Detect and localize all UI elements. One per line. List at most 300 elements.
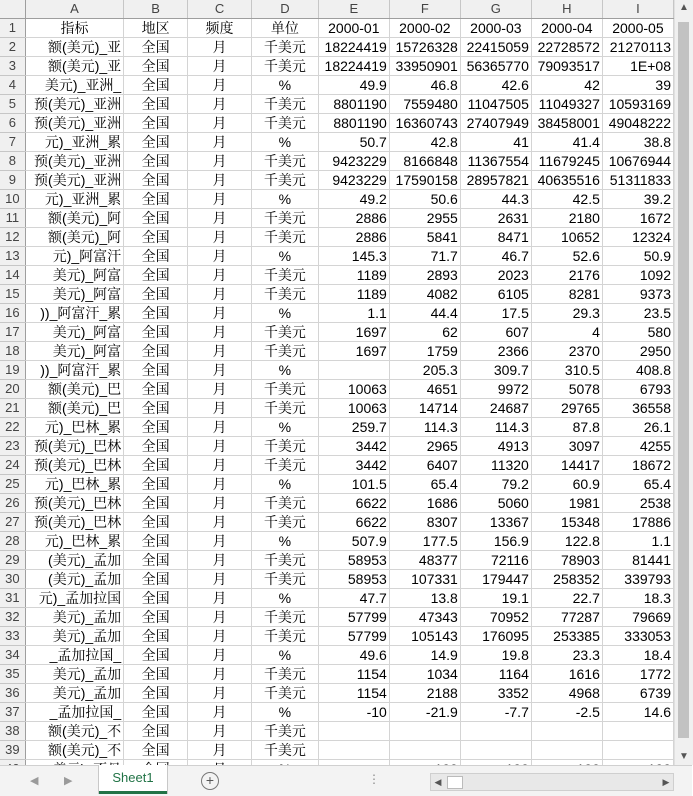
cell[interactable]: 62 — [389, 323, 460, 342]
cell[interactable]: 月 — [188, 456, 252, 475]
cell[interactable]: 全国 — [124, 475, 188, 494]
cell[interactable]: 8307 — [389, 513, 460, 532]
cell[interactable]: 408.8 — [602, 361, 673, 380]
cell[interactable]: 2000-03 — [460, 19, 531, 38]
cell[interactable]: 4913 — [460, 437, 531, 456]
cell[interactable]: 3352 — [460, 684, 531, 703]
cell[interactable]: 1.1 — [318, 304, 389, 323]
cell[interactable]: 13.8 — [389, 589, 460, 608]
cell[interactable]: 4082 — [389, 285, 460, 304]
row-header[interactable]: 20 — [0, 380, 25, 399]
cell[interactable]: 13367 — [460, 513, 531, 532]
cell[interactable]: 全国 — [124, 228, 188, 247]
cell[interactable]: 月 — [188, 570, 252, 589]
row-header[interactable]: 8 — [0, 152, 25, 171]
cell[interactable]: 2893 — [389, 266, 460, 285]
column-header-f[interactable]: F — [389, 0, 460, 19]
cell[interactable]: 65.4 — [389, 475, 460, 494]
cell[interactable]: 29765 — [531, 399, 602, 418]
cell[interactable]: 月 — [188, 380, 252, 399]
cell[interactable]: 千美元 — [252, 342, 319, 361]
cell[interactable]: 美元)_孟加 — [25, 665, 123, 684]
scroll-left-arrow-icon[interactable]: ◀ — [434, 777, 442, 787]
cell[interactable]: 11320 — [460, 456, 531, 475]
row-header[interactable]: 13 — [0, 247, 25, 266]
cell[interactable]: 179447 — [460, 570, 531, 589]
cell[interactable]: 全国 — [124, 247, 188, 266]
column-header-g[interactable]: G — [460, 0, 531, 19]
cell[interactable]: 580 — [602, 323, 673, 342]
cell[interactable]: 预(美元)_亚洲 — [25, 152, 123, 171]
row-header[interactable]: 39 — [0, 741, 25, 760]
cell[interactable]: 1616 — [531, 665, 602, 684]
cell[interactable]: 10063 — [318, 399, 389, 418]
cell[interactable]: 额(美元)_不 — [25, 722, 123, 741]
cell[interactable]: 44.3 — [460, 190, 531, 209]
cell[interactable]: 千美元 — [252, 722, 319, 741]
cell[interactable]: 8281 — [531, 285, 602, 304]
cell[interactable]: 预(美元)_亚洲 — [25, 171, 123, 190]
row-header[interactable]: 24 — [0, 456, 25, 475]
cell[interactable]: 49.2 — [318, 190, 389, 209]
row-header[interactable]: 1 — [0, 19, 25, 38]
cell[interactable]: 9423229 — [318, 171, 389, 190]
cell[interactable]: 6622 — [318, 513, 389, 532]
cell[interactable]: % — [252, 703, 319, 722]
cell[interactable]: 千美元 — [252, 38, 319, 57]
row-header[interactable]: 19 — [0, 361, 25, 380]
cell[interactable]: 月 — [188, 551, 252, 570]
cell[interactable]: 千美元 — [252, 437, 319, 456]
cell[interactable]: 月 — [188, 342, 252, 361]
cell[interactable]: 预(美元)_亚洲 — [25, 95, 123, 114]
cell[interactable]: 44.4 — [389, 304, 460, 323]
cell[interactable]: 114.3 — [460, 418, 531, 437]
cell[interactable]: 千美元 — [252, 380, 319, 399]
cell[interactable]: 24687 — [460, 399, 531, 418]
cell[interactable]: 全国 — [124, 361, 188, 380]
cell[interactable]: 2000-01 — [318, 19, 389, 38]
cell[interactable]: 2176 — [531, 266, 602, 285]
cell[interactable]: 千美元 — [252, 114, 319, 133]
cell[interactable]: 1772 — [602, 665, 673, 684]
cell[interactable]: 千美元 — [252, 551, 319, 570]
horizontal-scrollbar[interactable] — [430, 773, 674, 791]
cell[interactable]: 309.7 — [460, 361, 531, 380]
cell[interactable]: 4 — [531, 323, 602, 342]
cell[interactable]: 6793 — [602, 380, 673, 399]
row-header[interactable]: 27 — [0, 513, 25, 532]
cell[interactable] — [531, 741, 602, 760]
cell[interactable]: 千美元 — [252, 608, 319, 627]
cell[interactable]: 全国 — [124, 627, 188, 646]
cell[interactable]: 58953 — [318, 551, 389, 570]
cell[interactable]: 9423229 — [318, 152, 389, 171]
cell[interactable]: 56365770 — [460, 57, 531, 76]
cell[interactable]: 19.8 — [460, 646, 531, 665]
cell[interactable]: 339793 — [602, 570, 673, 589]
cell[interactable]: 全国 — [124, 608, 188, 627]
cell[interactable]: 11679245 — [531, 152, 602, 171]
cell[interactable]: 全国 — [124, 76, 188, 95]
cell[interactable]: 月 — [188, 665, 252, 684]
cell[interactable]: 全国 — [124, 304, 188, 323]
cell[interactable]: 9972 — [460, 380, 531, 399]
cell[interactable]: 14417 — [531, 456, 602, 475]
cell[interactable]: 39 — [602, 76, 673, 95]
cell[interactable]: 月 — [188, 646, 252, 665]
cell[interactable]: 千美元 — [252, 57, 319, 76]
cell[interactable]: 全国 — [124, 95, 188, 114]
cell[interactable]: 月 — [188, 703, 252, 722]
row-header[interactable]: 22 — [0, 418, 25, 437]
cell[interactable]: 月 — [188, 741, 252, 760]
cell[interactable]: 额(美元)_亚 — [25, 57, 123, 76]
cell[interactable]: 107331 — [389, 570, 460, 589]
column-header-e[interactable]: E — [318, 0, 389, 19]
cell[interactable]: 全国 — [124, 190, 188, 209]
cell[interactable]: 49048222 — [602, 114, 673, 133]
cell[interactable]: 月 — [188, 627, 252, 646]
cell[interactable] — [602, 722, 673, 741]
cell[interactable]: 333053 — [602, 627, 673, 646]
cell[interactable]: 6739 — [602, 684, 673, 703]
cell[interactable]: 全国 — [124, 437, 188, 456]
cell[interactable]: 指标 — [25, 19, 123, 38]
cell[interactable]: 全国 — [124, 703, 188, 722]
row-header[interactable]: 35 — [0, 665, 25, 684]
cell[interactable]: 额(美元)_巴 — [25, 399, 123, 418]
cell[interactable]: 2366 — [460, 342, 531, 361]
cell[interactable]: 11049327 — [531, 95, 602, 114]
cell[interactable]: 77287 — [531, 608, 602, 627]
cell[interactable]: 79.2 — [460, 475, 531, 494]
cell[interactable]: 310.5 — [531, 361, 602, 380]
cell[interactable]: 28957821 — [460, 171, 531, 190]
cell[interactable]: 千美元 — [252, 95, 319, 114]
scroll-right-arrow-icon[interactable]: ▶ — [662, 777, 670, 787]
cell[interactable]: 5060 — [460, 494, 531, 513]
cell[interactable]: 607 — [460, 323, 531, 342]
cell[interactable]: 额(美元)_不 — [25, 741, 123, 760]
cell[interactable]: 17.5 — [460, 304, 531, 323]
row-header[interactable]: 30 — [0, 570, 25, 589]
cell[interactable]: 16360743 — [389, 114, 460, 133]
cell[interactable]: 月 — [188, 247, 252, 266]
cell[interactable]: 2538 — [602, 494, 673, 513]
cell[interactable]: 美元)_亚洲_ — [25, 76, 123, 95]
cell[interactable]: 46.8 — [389, 76, 460, 95]
cell[interactable]: 元)_阿富汗 — [25, 247, 123, 266]
column-header-h[interactable]: H — [531, 0, 602, 19]
cell[interactable]: 42.6 — [460, 76, 531, 95]
cell[interactable]: 3442 — [318, 456, 389, 475]
row-header[interactable]: 26 — [0, 494, 25, 513]
cell[interactable]: 全国 — [124, 209, 188, 228]
cell[interactable]: 50.9 — [602, 247, 673, 266]
cell[interactable]: 21270113 — [602, 38, 673, 57]
cell[interactable]: 14.9 — [389, 646, 460, 665]
cell[interactable]: 月 — [188, 38, 252, 57]
row-header[interactable]: 6 — [0, 114, 25, 133]
cell[interactable]: 月 — [188, 152, 252, 171]
cell[interactable]: 全国 — [124, 57, 188, 76]
cell[interactable]: 4255 — [602, 437, 673, 456]
cell[interactable]: 预(美元)_亚洲 — [25, 114, 123, 133]
tab-split-handle-icon[interactable]: ⋮ — [368, 772, 380, 786]
cell[interactable]: 地区 — [124, 19, 188, 38]
cell[interactable]: 18.4 — [602, 646, 673, 665]
cell[interactable]: 65.4 — [602, 475, 673, 494]
cell[interactable]: 2965 — [389, 437, 460, 456]
row-header[interactable]: 2 — [0, 38, 25, 57]
cell[interactable]: 46.7 — [460, 247, 531, 266]
cell[interactable]: 元)_巴林_累 — [25, 532, 123, 551]
cell[interactable]: 千美元 — [252, 323, 319, 342]
row-header[interactable]: 31 — [0, 589, 25, 608]
cell[interactable]: 全国 — [124, 114, 188, 133]
cell[interactable]: 全国 — [124, 684, 188, 703]
cell[interactable]: 月 — [188, 323, 252, 342]
cell[interactable]: 全国 — [124, 323, 188, 342]
cell[interactable]: 51311833 — [602, 171, 673, 190]
cell[interactable]: 美元)_孟加 — [25, 608, 123, 627]
cell[interactable]: 千美元 — [252, 266, 319, 285]
cell[interactable]: 月 — [188, 209, 252, 228]
row-header[interactable]: 7 — [0, 133, 25, 152]
cell[interactable]: 507.9 — [318, 532, 389, 551]
cell[interactable]: 3442 — [318, 437, 389, 456]
cell[interactable]: 2886 — [318, 209, 389, 228]
row-header[interactable]: 33 — [0, 627, 25, 646]
row-header[interactable]: 3 — [0, 57, 25, 76]
cell[interactable]: % — [252, 133, 319, 152]
scroll-up-arrow-icon[interactable]: ▲ — [679, 2, 689, 13]
cell[interactable]: 10676944 — [602, 152, 673, 171]
cell[interactable]: 额(美元)_阿 — [25, 209, 123, 228]
cell[interactable]: 月 — [188, 532, 252, 551]
cell[interactable]: 23.3 — [531, 646, 602, 665]
cell[interactable]: 2000-04 — [531, 19, 602, 38]
row-header[interactable]: 37 — [0, 703, 25, 722]
cell[interactable]: 49.9 — [318, 76, 389, 95]
cell[interactable]: 253385 — [531, 627, 602, 646]
cell[interactable]: % — [252, 76, 319, 95]
cell[interactable]: 2950 — [602, 342, 673, 361]
cell[interactable]: 176095 — [460, 627, 531, 646]
cell[interactable]: -2.5 — [531, 703, 602, 722]
cell[interactable]: 月 — [188, 133, 252, 152]
cell[interactable]: 美元)_阿富 — [25, 323, 123, 342]
cell[interactable]: 38458001 — [531, 114, 602, 133]
cell[interactable]: 2370 — [531, 342, 602, 361]
cell[interactable]: 71.7 — [389, 247, 460, 266]
cell[interactable]: 1189 — [318, 266, 389, 285]
cell[interactable]: 10652 — [531, 228, 602, 247]
cell[interactable]: 38.8 — [602, 133, 673, 152]
cell[interactable]: 11047505 — [460, 95, 531, 114]
row-header[interactable]: 36 — [0, 684, 25, 703]
cell[interactable]: 额(美元)_阿 — [25, 228, 123, 247]
cell[interactable]: 全国 — [124, 722, 188, 741]
cell[interactable]: % — [252, 247, 319, 266]
cell[interactable]: 千美元 — [252, 513, 319, 532]
cell[interactable]: 2180 — [531, 209, 602, 228]
cell[interactable]: 18.3 — [602, 589, 673, 608]
cell[interactable]: 101.5 — [318, 475, 389, 494]
cell[interactable]: 全国 — [124, 741, 188, 760]
cell[interactable] — [389, 741, 460, 760]
cell[interactable]: ))_阿富汗_累 — [25, 304, 123, 323]
cell[interactable]: 22415059 — [460, 38, 531, 57]
cell[interactable]: 1981 — [531, 494, 602, 513]
cell[interactable]: 2023 — [460, 266, 531, 285]
cell[interactable]: 月 — [188, 494, 252, 513]
cell[interactable]: 49.6 — [318, 646, 389, 665]
cell[interactable]: 78903 — [531, 551, 602, 570]
column-header-i[interactable]: I — [602, 0, 673, 19]
row-header[interactable]: 16 — [0, 304, 25, 323]
row-header[interactable]: 12 — [0, 228, 25, 247]
cell[interactable]: 月 — [188, 722, 252, 741]
cell[interactable]: 1154 — [318, 684, 389, 703]
cell[interactable]: 42.8 — [389, 133, 460, 152]
cell[interactable]: 元)_亚洲_累 — [25, 133, 123, 152]
cell[interactable]: 全国 — [124, 513, 188, 532]
cell[interactable]: 月 — [188, 304, 252, 323]
cell[interactable]: 月 — [188, 114, 252, 133]
cell[interactable]: 87.8 — [531, 418, 602, 437]
cell[interactable]: 5841 — [389, 228, 460, 247]
cell[interactable]: 33950901 — [389, 57, 460, 76]
cell[interactable]: 1154 — [318, 665, 389, 684]
cell[interactable]: 全国 — [124, 152, 188, 171]
cell[interactable]: 全国 — [124, 171, 188, 190]
row-header[interactable]: 38 — [0, 722, 25, 741]
cell[interactable]: (美元)_孟加 — [25, 551, 123, 570]
cell[interactable]: 1697 — [318, 323, 389, 342]
cell[interactable]: 57799 — [318, 608, 389, 627]
cell[interactable]: 千美元 — [252, 285, 319, 304]
cell[interactable]: 2000-02 — [389, 19, 460, 38]
cell[interactable]: % — [252, 304, 319, 323]
cell[interactable]: 29.3 — [531, 304, 602, 323]
cell[interactable]: _孟加拉国_ — [25, 703, 123, 722]
cell[interactable]: % — [252, 646, 319, 665]
row-header[interactable]: 17 — [0, 323, 25, 342]
cell[interactable]: -7.7 — [460, 703, 531, 722]
cell[interactable]: 1092 — [602, 266, 673, 285]
column-header-d[interactable]: D — [252, 0, 319, 19]
cell[interactable]: 千美元 — [252, 665, 319, 684]
cell[interactable] — [318, 741, 389, 760]
cell[interactable]: 全国 — [124, 646, 188, 665]
cell[interactable]: 全国 — [124, 494, 188, 513]
cell[interactable]: 千美元 — [252, 399, 319, 418]
cell[interactable]: -21.9 — [389, 703, 460, 722]
cell[interactable]: 8801190 — [318, 114, 389, 133]
cell[interactable]: 1034 — [389, 665, 460, 684]
cell[interactable]: 全国 — [124, 665, 188, 684]
row-header[interactable]: 28 — [0, 532, 25, 551]
cell[interactable]: 79093517 — [531, 57, 602, 76]
cell[interactable]: 月 — [188, 608, 252, 627]
cell[interactable]: 月 — [188, 285, 252, 304]
cell[interactable]: 月 — [188, 513, 252, 532]
cell[interactable]: 79669 — [602, 608, 673, 627]
cell[interactable]: 52.6 — [531, 247, 602, 266]
cell[interactable]: 258352 — [531, 570, 602, 589]
cell[interactable]: 月 — [188, 589, 252, 608]
cell[interactable]: ))_阿富汗_累 — [25, 361, 123, 380]
horizontal-scroll-thumb[interactable] — [447, 776, 463, 789]
cell[interactable]: 千美元 — [252, 684, 319, 703]
cell[interactable] — [318, 722, 389, 741]
cell[interactable]: 额(美元)_巴 — [25, 380, 123, 399]
cell[interactable]: 2886 — [318, 228, 389, 247]
cell[interactable]: 2000-05 — [602, 19, 673, 38]
cell[interactable]: 10593169 — [602, 95, 673, 114]
cell[interactable]: 元)_孟加拉国 — [25, 589, 123, 608]
cell[interactable] — [460, 722, 531, 741]
row-header[interactable]: 10 — [0, 190, 25, 209]
cell[interactable]: 全国 — [124, 456, 188, 475]
cell[interactable]: 月 — [188, 684, 252, 703]
cell[interactable]: 8166848 — [389, 152, 460, 171]
cell[interactable]: 月 — [188, 95, 252, 114]
cell[interactable]: 美元)_孟加 — [25, 684, 123, 703]
row-header[interactable]: 25 — [0, 475, 25, 494]
cell[interactable]: 千美元 — [252, 171, 319, 190]
cell[interactable]: 18672 — [602, 456, 673, 475]
vertical-scroll-thumb[interactable] — [678, 22, 689, 738]
cell[interactable]: 2188 — [389, 684, 460, 703]
cell[interactable]: 美元)_阿富 — [25, 266, 123, 285]
cell[interactable]: 2955 — [389, 209, 460, 228]
sheet-tab-sheet1[interactable]: Sheet1 — [99, 765, 167, 794]
cell[interactable]: 58953 — [318, 570, 389, 589]
cell[interactable]: 美元)_孟加 — [25, 627, 123, 646]
cell[interactable]: 7559480 — [389, 95, 460, 114]
cell[interactable]: 4968 — [531, 684, 602, 703]
cell[interactable]: % — [252, 532, 319, 551]
row-header[interactable]: 18 — [0, 342, 25, 361]
cell[interactable]: 18224419 — [318, 57, 389, 76]
cell[interactable]: 千美元 — [252, 456, 319, 475]
cell[interactable]: 177.5 — [389, 532, 460, 551]
cell[interactable]: 预(美元)_巴林 — [25, 456, 123, 475]
cell[interactable]: 频度 — [188, 19, 252, 38]
cell[interactable]: 60.9 — [531, 475, 602, 494]
cell[interactable]: 月 — [188, 266, 252, 285]
cell[interactable]: 47343 — [389, 608, 460, 627]
next-sheet-icon[interactable]: ▶ — [64, 775, 73, 787]
cell[interactable]: 12324 — [602, 228, 673, 247]
cell[interactable]: 39.2 — [602, 190, 673, 209]
cell[interactable]: 57799 — [318, 627, 389, 646]
cell[interactable]: 美元)_阿富 — [25, 342, 123, 361]
select-all-corner[interactable] — [0, 0, 25, 19]
row-header[interactable]: 34 — [0, 646, 25, 665]
vertical-scrollbar[interactable] — [674, 0, 693, 765]
cell[interactable]: 5078 — [531, 380, 602, 399]
cell[interactable]: 23.5 — [602, 304, 673, 323]
cell[interactable]: 月 — [188, 190, 252, 209]
cell[interactable]: 70952 — [460, 608, 531, 627]
cell[interactable]: 元)_巴林_累 — [25, 418, 123, 437]
cell[interactable]: 1686 — [389, 494, 460, 513]
cell[interactable]: -10 — [318, 703, 389, 722]
